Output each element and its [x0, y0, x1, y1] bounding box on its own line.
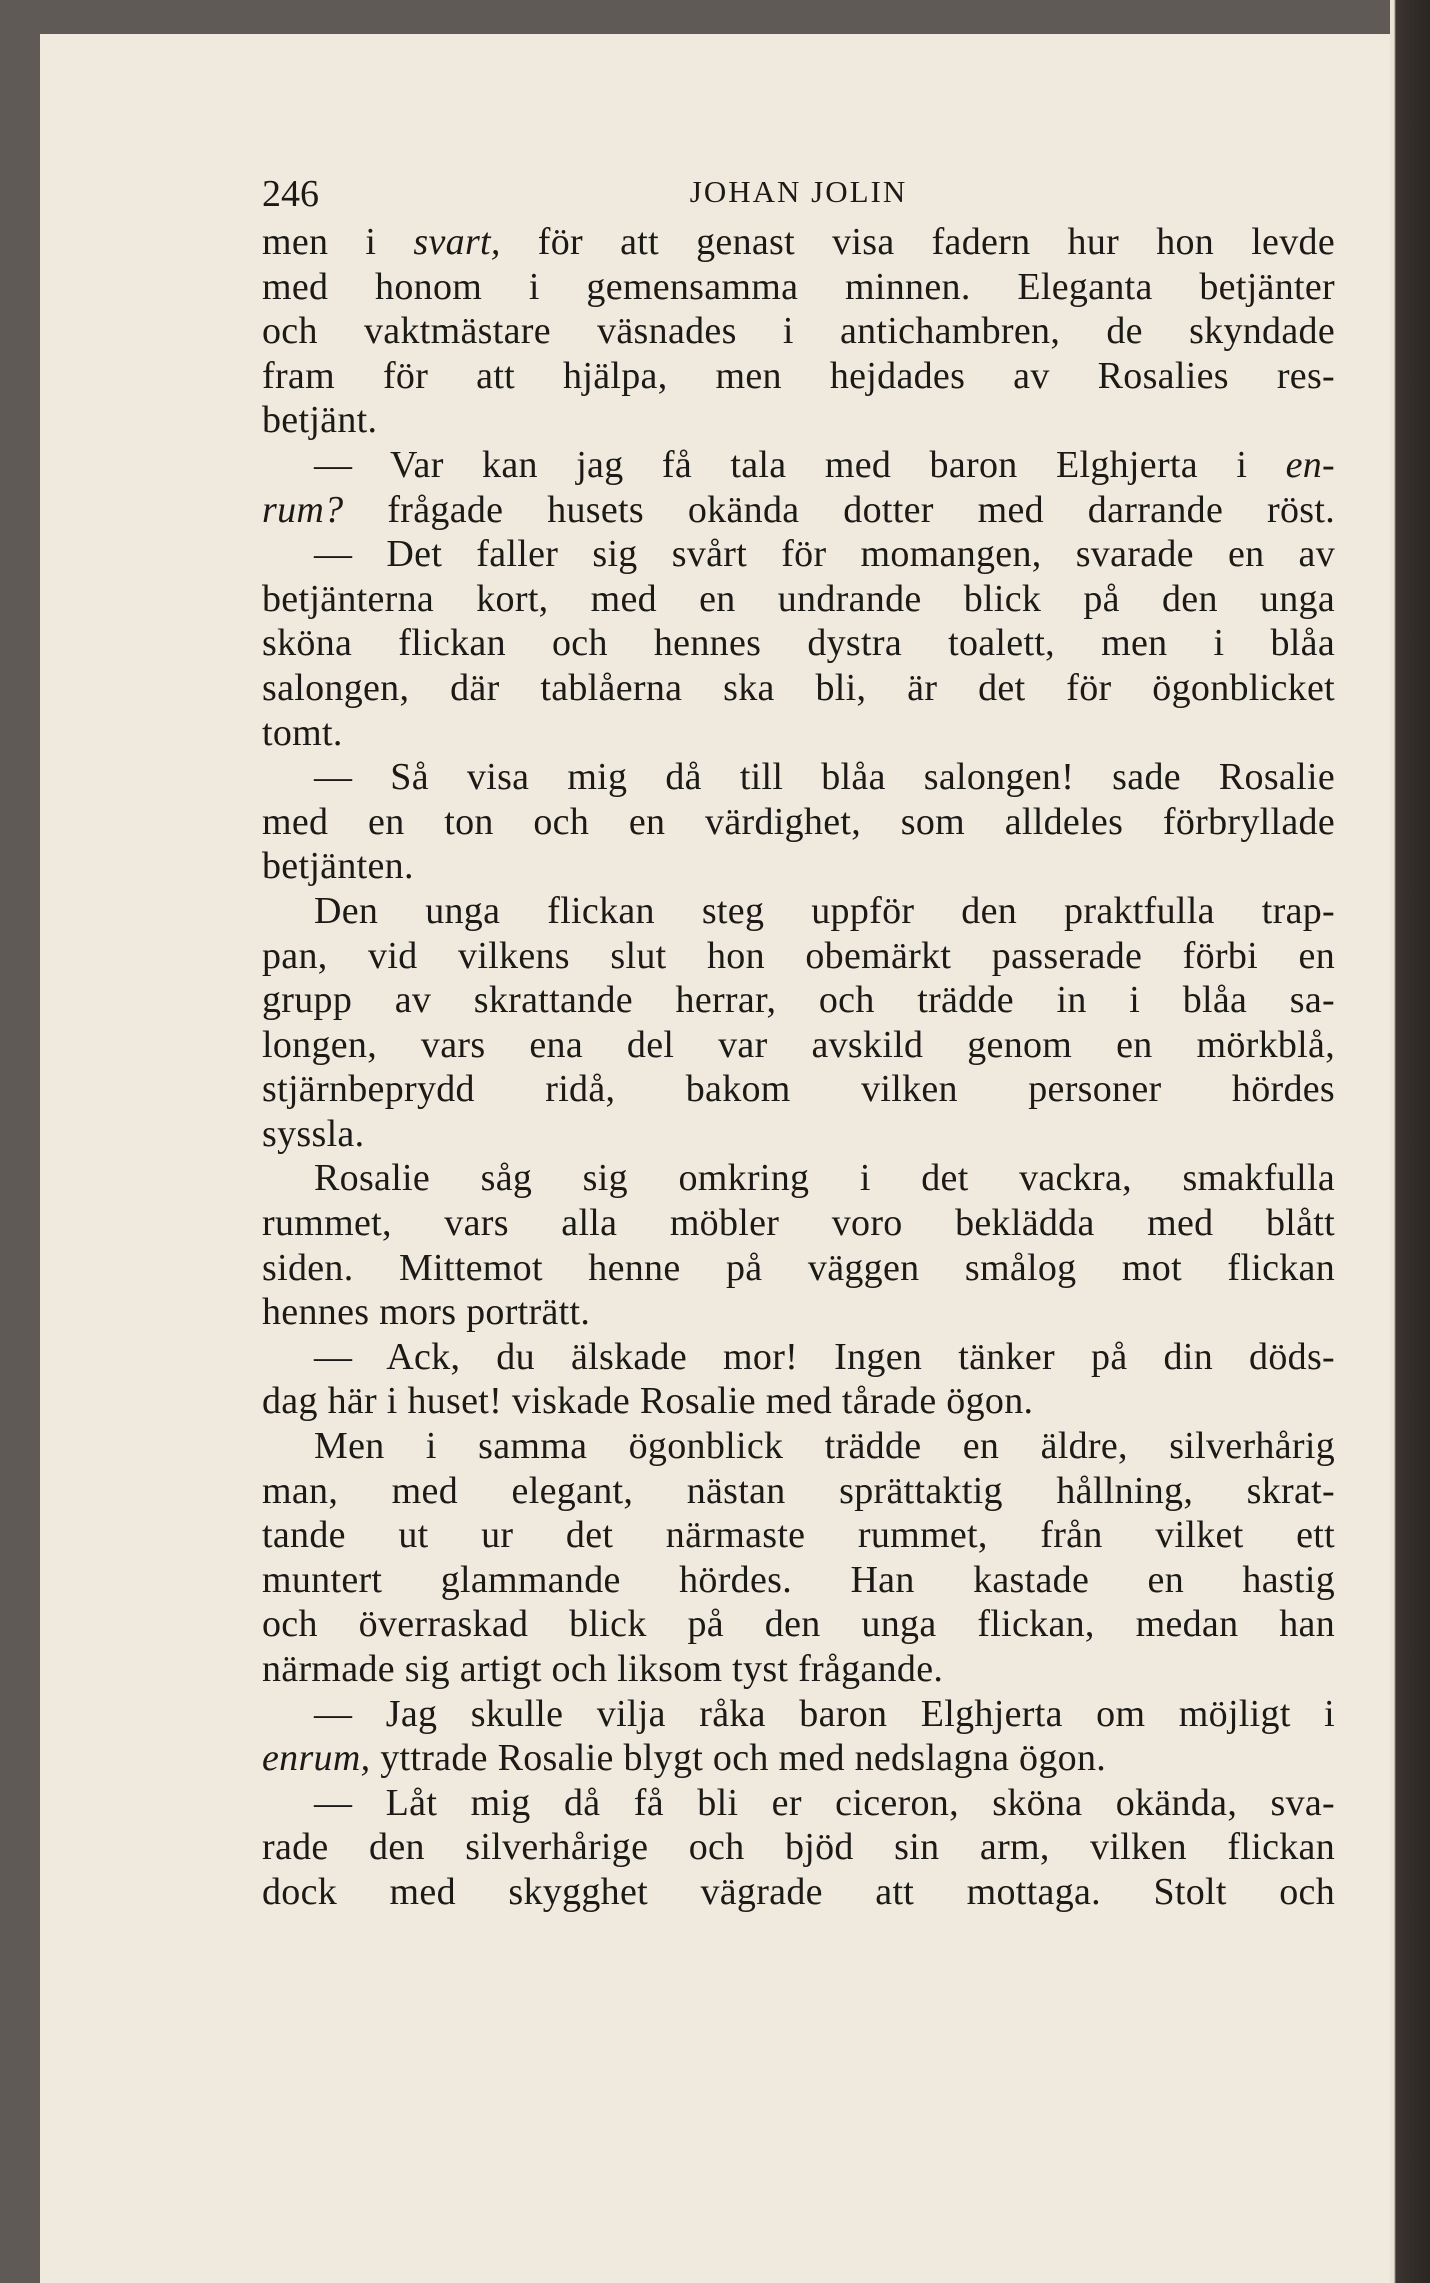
text-line: närmade sig artigt och liksom tyst frågande.: [262, 1648, 944, 1690]
text-line: — Jag skulle vilja råka baron Elghjerta om möjligt i: [314, 1692, 1335, 1735]
text-line: rummet, vars alla möbler voro beklädda med blått: [262, 1202, 1335, 1245]
page-edge: [1390, 0, 1430, 2283]
text-line: dock med skygghet vägrade att mottaga. Stolt och: [262, 1870, 1335, 1913]
text-line: syssla.: [262, 1112, 365, 1155]
text-line: [262, 488, 1335, 533]
text-line: tomt.: [262, 711, 343, 754]
text-segment: yttrade Rosalie blygt och med nedslagna ögon.: [370, 1737, 1107, 1780]
text-line: rade den silverhårige och bjöd sin arm, vilken flickan: [262, 1826, 1335, 1869]
italic-text: enrum,: [262, 1737, 371, 1780]
text-line: pan, vid vilkens slut hon obemärkt passerade förbi en: [262, 934, 1335, 977]
text-line: och överraskad blick på den unga flickan, medan han: [262, 1603, 1335, 1646]
page-header: [262, 160, 1335, 220]
text-line: betjänt.: [262, 399, 378, 442]
text-line: — Låt mig då få bli er ciceron, sköna okända, sva-: [314, 1781, 1335, 1824]
text-line: sköna flickan och hennes dystra toalett, men i blåa: [262, 622, 1335, 665]
text-line: dag här i huset! viskade Rosalie med tårade ögon.: [262, 1380, 1034, 1423]
text-line: [262, 443, 1335, 488]
text-line: longen, vars ena del var avskild genom en mörkblå,: [262, 1023, 1335, 1066]
text-line: hennes mors porträtt.: [262, 1291, 591, 1334]
text-segment: men i: [262, 221, 414, 263]
text-line: med honom i gemensamma minnen. Eleganta betjänter: [262, 265, 1335, 308]
running-title: JOHAN JOLIN: [689, 174, 908, 209]
text-line: — Det faller sig svårt för momangen, svarade en av: [314, 533, 1335, 576]
text-line: stjärnbeprydd ridå, bakom vilken personer hördes: [262, 1068, 1335, 1111]
text-line: siden. Mittemot henne på väggen smålog mot flickan: [262, 1246, 1335, 1289]
text-line: tande ut ur det närmaste rummet, från vilket ett: [262, 1514, 1335, 1557]
text-line: med en ton och en värdighet, som alldeles förbryllade: [262, 800, 1335, 843]
italic-text: svart,: [413, 221, 501, 263]
text-line: Den unga flickan steg uppför den praktfulla trap-: [314, 889, 1335, 932]
italic-text: en-: [1285, 443, 1335, 486]
text-line: muntert glammande hördes. Han kastade en hastig: [262, 1558, 1335, 1601]
text-line: och vaktmästare väsnades i antichambren, de skyndade: [262, 310, 1335, 353]
text-line: Men i samma ögonblick trädde en äldre, silverhårig: [314, 1425, 1335, 1468]
text-line: fram för att hjälpa, men hejdades av Rosalies res-: [262, 354, 1335, 397]
body-text: [262, 220, 1335, 1915]
page-number: 246: [262, 173, 319, 215]
page-content: [262, 160, 1335, 1915]
text-segment: frågade husets okända dotter med darrande röst.: [343, 488, 1335, 531]
text-line: salongen, där tablåerna ska bli, är det för ögonblicket: [262, 666, 1335, 709]
text-line: — Ack, du älskade mor! Ingen tänker på din döds-: [314, 1335, 1335, 1378]
text-line: [262, 220, 1335, 265]
text-line: grupp av skrattande herrar, och trädde in i blåa sa-: [262, 979, 1335, 1022]
text-segment: — Var kan jag få tala med baron Elghjerta i: [314, 443, 1286, 486]
text-line: betjänterna kort, med en undrande blick på den unga: [262, 577, 1335, 620]
italic-text: rum?: [262, 488, 344, 531]
text-segment: för att genast visa fadern hur hon levde: [500, 221, 1335, 263]
text-line: man, med elegant, nästan sprättaktig hållning, skrat-: [262, 1469, 1335, 1512]
text-line: Rosalie såg sig omkring i det vackra, smakfulla: [314, 1157, 1335, 1200]
text-line: [262, 1736, 1335, 1781]
text-line: betjänten.: [262, 845, 414, 888]
text-line: — Så visa mig då till blåa salongen! sade Rosalie: [314, 756, 1335, 799]
